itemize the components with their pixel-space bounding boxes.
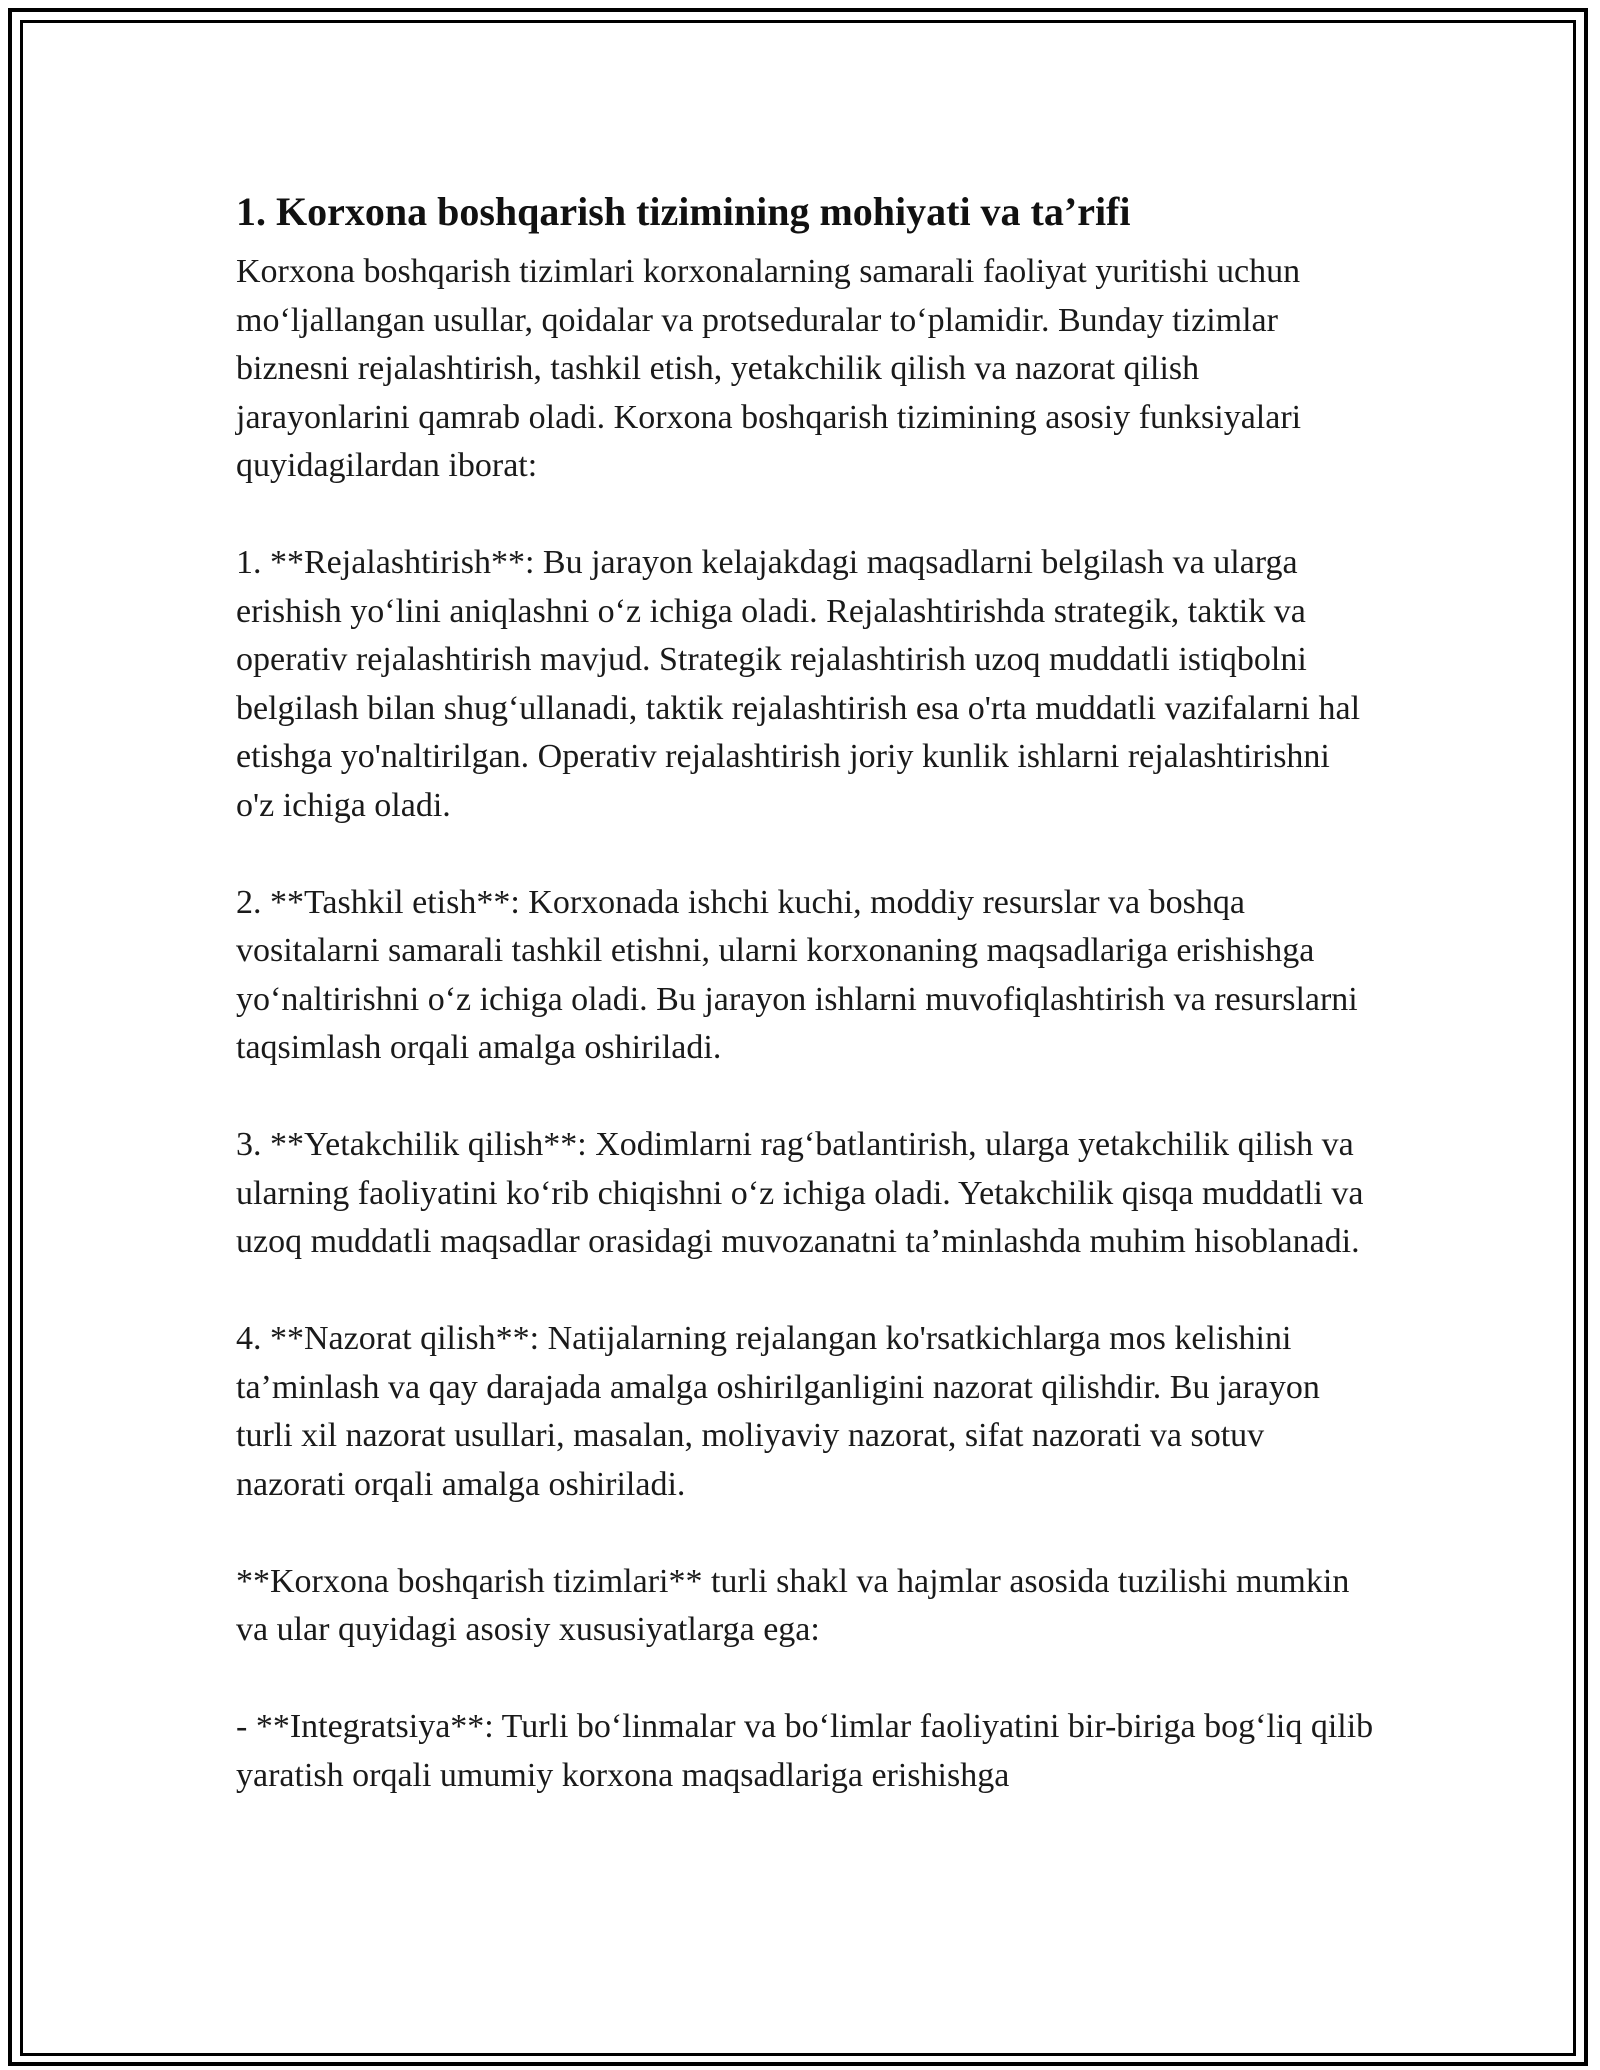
organizing-paragraph: 2. **Tashkil etish**: Korxonada ishchi kuchi, moddiy resurslar va boshqa vositalarni samarali tashkil etishni, ularni korxonaning maqsadlariga erishishga yo‘naltirishni o‘z ichiga oladi. Bu jarayon ishlarni muvofiqlashtirish va resurslarni taqsimlash orqali amalga oshiriladi. (236, 883, 1358, 1066)
intro-paragraph: Korxona boshqarish tizimlari korxonalarning samarali faoliyat yuritishi uchun mo‘ljallangan usullar, qoidalar va protseduralar to‘plamidir. Bunday tizimlar biznesni rejalashtirish, tashkil etish, yetakchilik qilish va nazorat qilish jarayonlarini qamrab oladi. Korxona boshqarish tizimining asosiy funksiyalari quyidagilardan iborat: (236, 253, 1302, 484)
document-body (236, 180, 1376, 1800)
systems-features-paragraph: **Korxona boshqarish tizimlari** turli shakl va hajmlar asosida tuzilishi mumkin va ular quyidagi asosiy xususiyatlarga ega: (236, 1562, 1350, 1648)
controlling-paragraph: 4. **Nazorat qilish**: Natijalarning rejalangan ko'rsatkichlarga mos kelishini ta’minlash va qay darajada amalga oshirilganligini nazorat qilishdir. Bu jarayon turli xil nazorat usullari, masalan, moliyaviy nazorat, sifat nazorati va sotuv nazorati orqali amalga oshiriladi. (236, 1320, 1320, 1503)
integration-paragraph: - **Integratsiya**: Turli bo‘linmalar va bo‘limlar faoliyatini bir-biriga bog‘liq qilib yaratish orqali umumiy korxona maqsadlariga erishishga (236, 1708, 1374, 1794)
section-title: 1. Korxona boshqarish tizimining mohiyati va ta’rifi (236, 189, 1131, 234)
planning-paragraph: 1. **Rejalashtirish**: Bu jarayon kelajakdagi maqsadlarni belgilash va ularga erishish yo‘lini aniqlashni o‘z ichiga oladi. Rejalashtirishda strategik, taktik va operativ rejalashtirish mavjud. Strategik rejalashtirish uzoq muddatli istiqbolni belgilash bilan shug‘ullanadi, taktik rejalashtirish esa o'rta muddatli vazifalarni hal etishga yo'naltirilgan. Operativ rejalashtirish joriy kunlik ishlarni rejalashtirishni o'z ichiga oladi. (236, 544, 1361, 824)
leading-paragraph: 3. **Yetakchilik qilish**: Xodimlarni rag‘batlantirish, ularga yetakchilik qilish va ularning faoliyatini ko‘rib chiqishni o‘z ichiga oladi. Yetakchilik qisqa muddatli va uzoq muddatli maqsadlar orasidagi muvozanatni ta’minlashda muhim hisoblanadi. (236, 1126, 1364, 1260)
